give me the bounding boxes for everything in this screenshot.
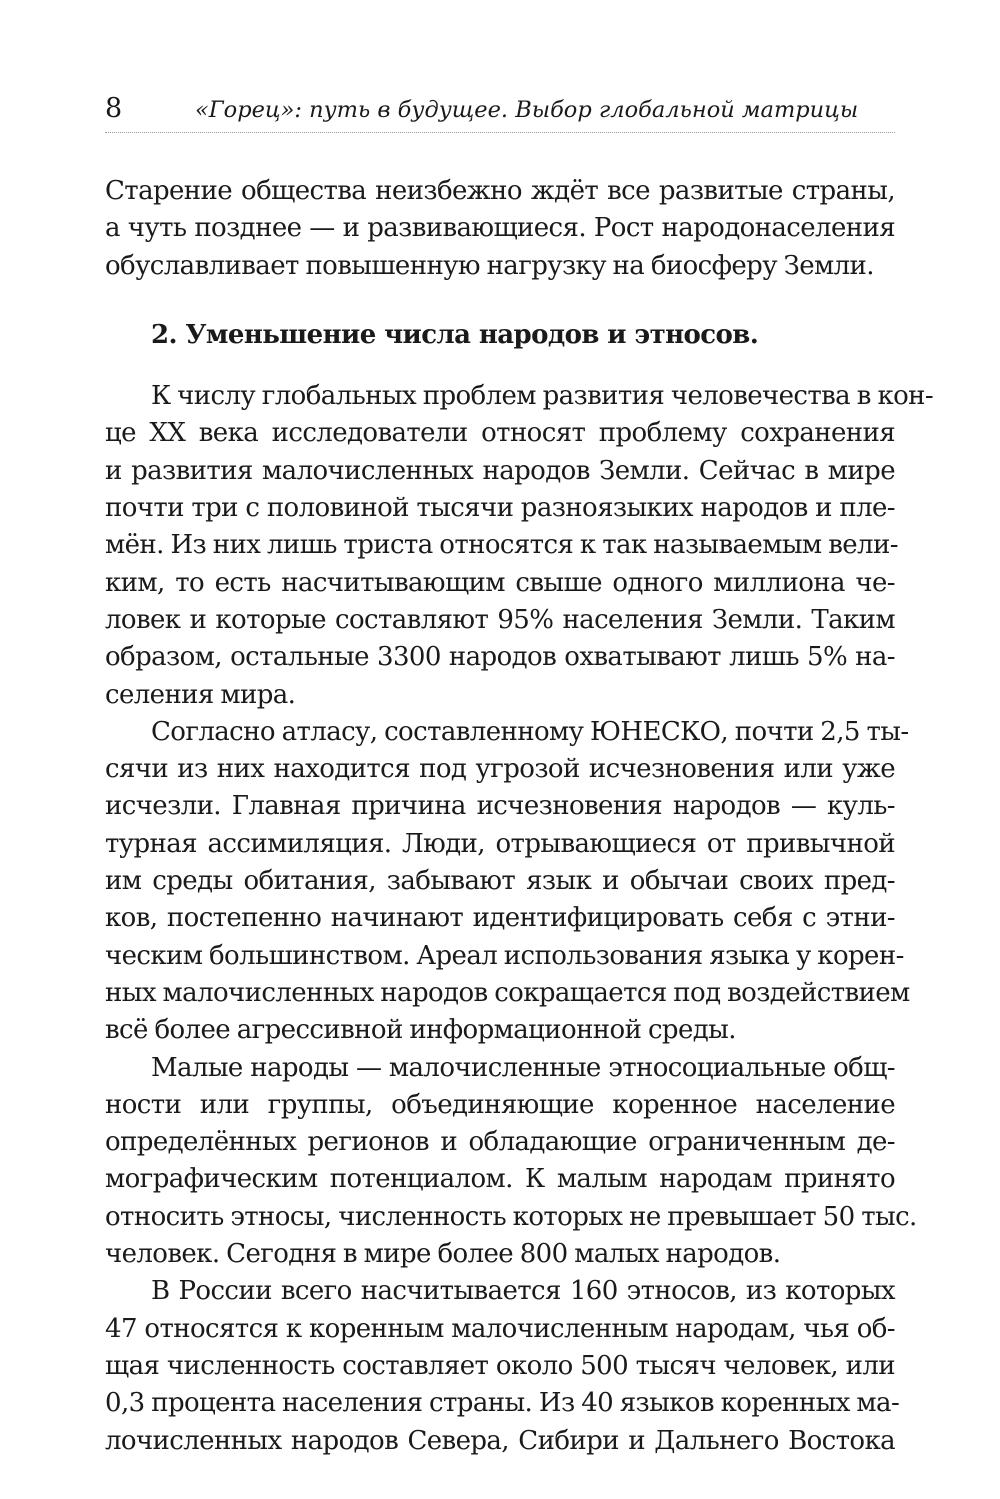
text-line: Малые народы — малочисленные этносоциальные общ- bbox=[151, 1052, 895, 1083]
paragraph bbox=[105, 1050, 917, 1274]
section-heading: 2. Уменьшение числа народов и этносов. bbox=[151, 319, 759, 350]
text-line: мён. Из них лишь триста относятся к так называемым вели- bbox=[105, 530, 898, 561]
text-line: сячи из них находится под угрозой исчезновения или уже bbox=[105, 754, 895, 785]
text-line: всё более агрессивной информационной среды. bbox=[105, 1015, 736, 1046]
text-line: лочисленных народов Севера, Сибири и Дальнего Востока bbox=[105, 1425, 895, 1456]
text-line: определённых регионов и обладающие ограниченным де- bbox=[105, 1127, 895, 1158]
text-line: мографическим потенциалом. К малым народам принято bbox=[105, 1164, 895, 1195]
text-line: относить этносы, численность которых не превышает 50 тыс. bbox=[105, 1201, 917, 1232]
text-line: ных малочисленных народов сокращается под воздействием bbox=[105, 977, 910, 1008]
text-line: ческим большинством. Ареал использования языка у корен- bbox=[105, 940, 904, 971]
text-line: образом, остальные 3300 народов охватывают лишь 5% на- bbox=[105, 642, 895, 673]
text-line: исчезли. Главная причина исчезновения народов — куль- bbox=[105, 791, 895, 822]
text-line: почти три с половиной тысячи разноязыких народов и пле- bbox=[105, 493, 895, 524]
text-line: 47 относятся к коренным малочисленным народам, чья об- bbox=[105, 1313, 895, 1344]
text-line: Старение общества неизбежно ждёт все развитые страны, bbox=[105, 176, 895, 206]
text-line: им среды обитания, забывают язык и обычаи своих пред- bbox=[105, 866, 895, 897]
text-line: а чуть позднее — и развивающиеся. Рост народонаселения bbox=[105, 213, 895, 244]
book-page bbox=[105, 90, 934, 1460]
text-line: В России всего насчитывается 160 этносов, из которых bbox=[151, 1276, 895, 1307]
running-title: «Горец»: путь в будущее. Выбор глобальной матрицы bbox=[195, 97, 859, 123]
text-line: це XX века исследователи относят проблему сохранения bbox=[105, 418, 895, 449]
intro-paragraph bbox=[105, 173, 895, 285]
paragraph bbox=[105, 378, 934, 714]
text-line: ким, то есть насчитывающим свыше одного миллиона че- bbox=[105, 567, 895, 598]
page-header bbox=[105, 90, 895, 133]
text-line: щая численность составляет около 500 тысяч человек, или bbox=[105, 1350, 895, 1381]
paragraph bbox=[105, 714, 910, 1050]
text-line: К числу глобальных проблем развития человечества в кон- bbox=[151, 381, 934, 412]
text-line: и развития малочисленных народов Земли. Сейчас в мире bbox=[105, 455, 895, 486]
text-line: Согласно атласу, составленному ЮНЕСКО, почти 2,5 ты- bbox=[151, 716, 909, 747]
text-line: селения мира. bbox=[105, 679, 296, 710]
page-number: 8 bbox=[105, 93, 123, 124]
page-body bbox=[105, 173, 934, 1460]
text-line: турная ассимиляция. Люди, отрывающиеся от привычной bbox=[105, 828, 895, 859]
paragraph bbox=[105, 1273, 900, 1459]
text-line: ков, постепенно начинают идентифицировать себя с этни- bbox=[105, 903, 895, 934]
text-line: обуславливает повышенную нагрузку на биосферу Земли. bbox=[105, 250, 874, 281]
text-line: ловек и которые составляют 95% населения Земли. Таким bbox=[105, 604, 895, 635]
text-line: 0,3 процента населения страны. Из 40 языков коренных ма- bbox=[105, 1388, 900, 1419]
text-line: ности или группы, объединяющие коренное население bbox=[105, 1089, 895, 1120]
text-line: человек. Сегодня в мире более 800 малых народов. bbox=[105, 1239, 781, 1270]
